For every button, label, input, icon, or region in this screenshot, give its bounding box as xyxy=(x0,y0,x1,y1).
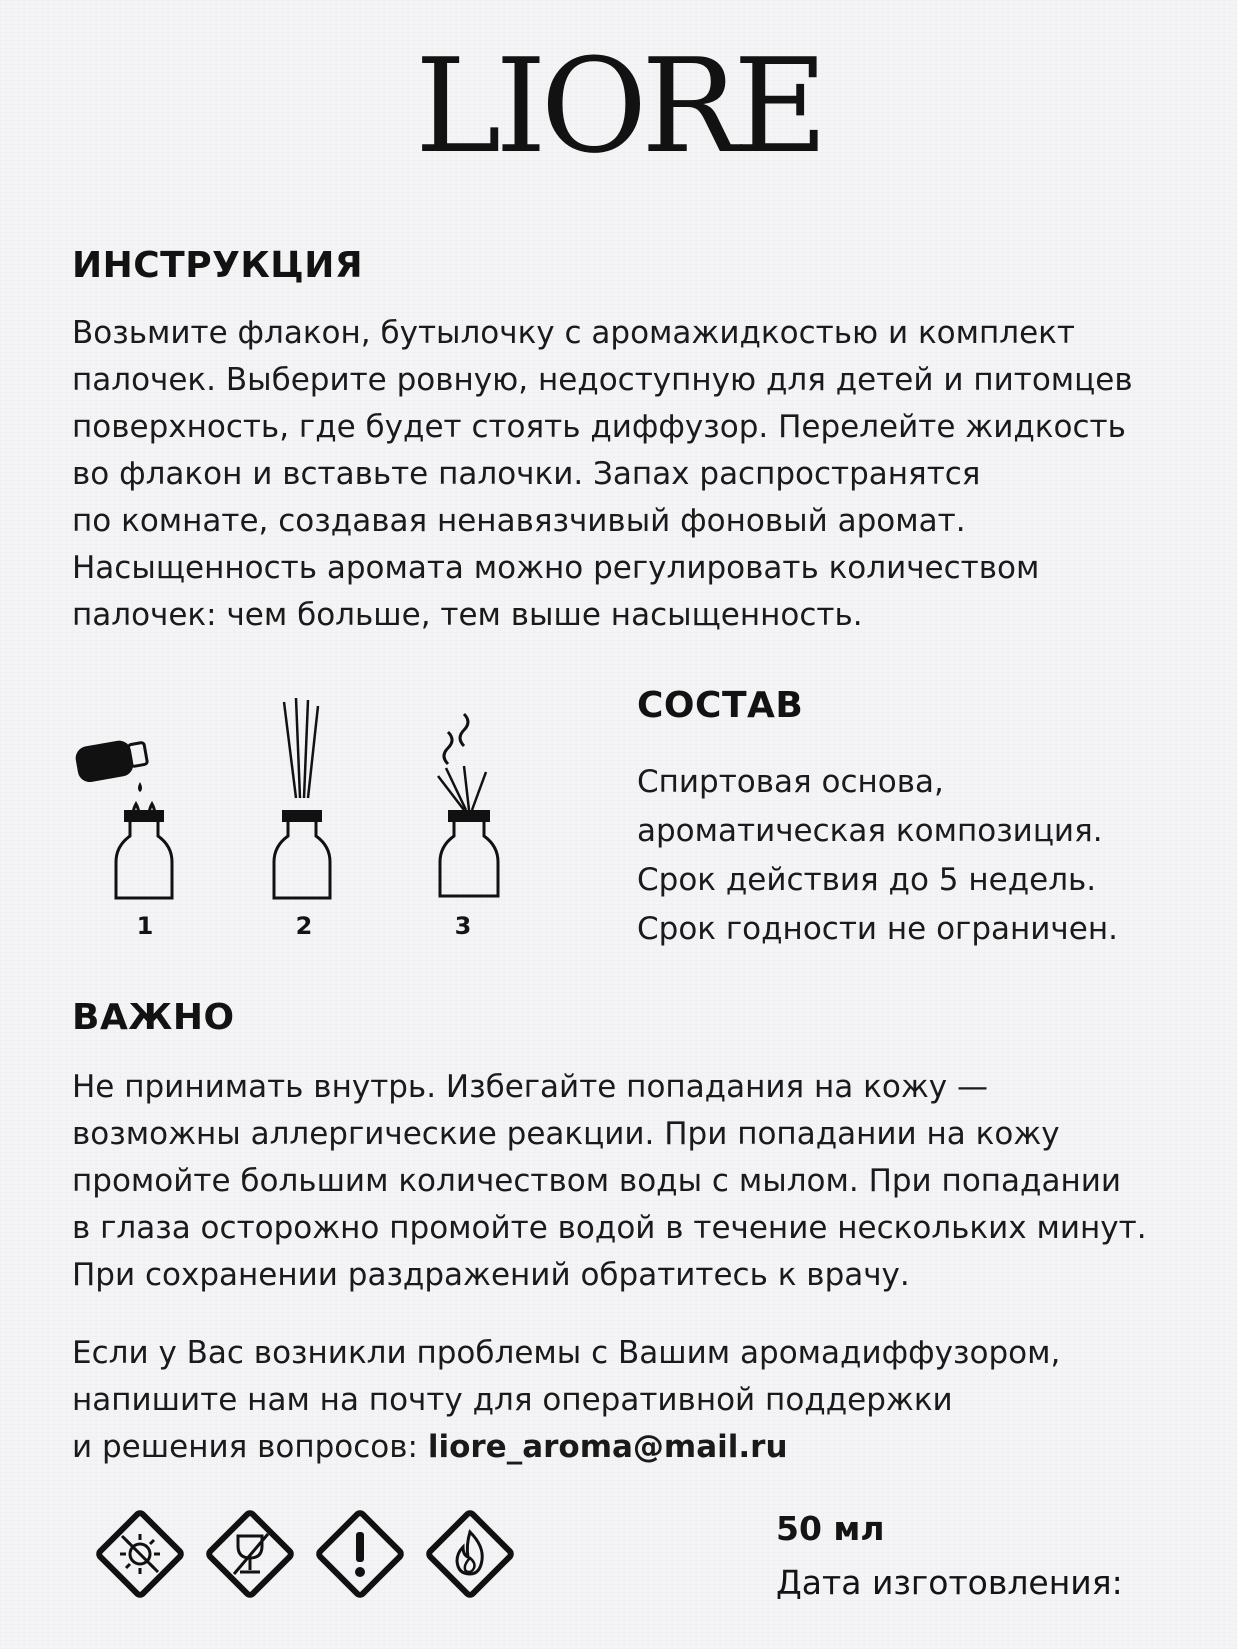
instruction-line: Возьмите флакон, бутылочку с аромажидкостью и комплект xyxy=(72,315,1075,351)
pour-bottle-icon xyxy=(72,728,182,898)
support-prefix: и решения вопросов: xyxy=(72,1429,428,1465)
instruction-line: палочек: чем больше, тем выше насыщенность. xyxy=(72,597,863,633)
warning-text xyxy=(72,1064,1147,1299)
warning-title: ВАЖНО xyxy=(72,997,235,1038)
composition-title: СОСТАВ xyxy=(637,685,804,726)
product-meta xyxy=(776,1502,1123,1610)
composition-line: Срок действия до 5 недель. xyxy=(637,862,1097,898)
warning-line: При сохранении раздражений обратитесь к врачу. xyxy=(72,1257,910,1293)
volume: 50 мл xyxy=(776,1509,885,1548)
instruction-line: Насыщенность аромата можно регулировать количеством xyxy=(72,550,1040,586)
manufacture-date-label: Дата изготовления: xyxy=(776,1563,1123,1602)
instruction-line: по комнате, создавая ненавязчивый фоновый аромат. xyxy=(72,503,966,539)
step-number: 1 xyxy=(136,912,154,940)
step-number: 3 xyxy=(454,912,472,940)
no-drinking-icon xyxy=(202,1506,298,1602)
composition-text xyxy=(637,758,1118,954)
warning-line: промойте большим количеством воды с мылом. При попадании xyxy=(72,1163,1122,1199)
warning-line: в глаза осторожно промойте водой в течение нескольких минут. xyxy=(72,1210,1147,1246)
warning-line: возможны аллергические реакции. При попадании на кожу xyxy=(72,1116,1060,1152)
instruction-line: во флакон и вставьте палочки. Запах распространятся xyxy=(72,456,981,492)
instruction-title: ИНСТРУКЦИЯ xyxy=(72,245,364,286)
instruction-line: поверхность, где будет стоять диффузор. Перелейте жидкость xyxy=(72,409,1126,445)
support-line: напишите нам на почту для оперативной поддержки xyxy=(72,1382,953,1418)
support-line-contact xyxy=(72,1424,1060,1471)
no-sunlight-icon xyxy=(92,1506,188,1602)
support-line: Если у Вас возникли проблемы с Вашим аромадиффузором, xyxy=(72,1335,1061,1371)
instruction-line: палочек. Выберите ровную, недоступную для детей и питомцев xyxy=(72,362,1133,398)
flammable-icon xyxy=(422,1506,518,1602)
instruction-text xyxy=(72,310,1133,639)
brand-logo: LIORE xyxy=(414,30,823,182)
support-text xyxy=(72,1330,1060,1471)
composition-line: Спиртовая основа, xyxy=(637,764,944,800)
warning-line: Не принимать внутрь. Избегайте попадания на кожу — xyxy=(72,1069,988,1105)
support-email-link[interactable]: liore_aroma@mail.ru xyxy=(427,1429,788,1465)
sticks-bottle-icon xyxy=(262,698,342,898)
scent-bottle-icon xyxy=(424,706,514,896)
caution-icon xyxy=(312,1506,408,1602)
composition-line: Срок годности не ограничен. xyxy=(637,911,1118,947)
step-number: 2 xyxy=(295,912,313,940)
composition-line: ароматическая композиция. xyxy=(637,813,1103,849)
